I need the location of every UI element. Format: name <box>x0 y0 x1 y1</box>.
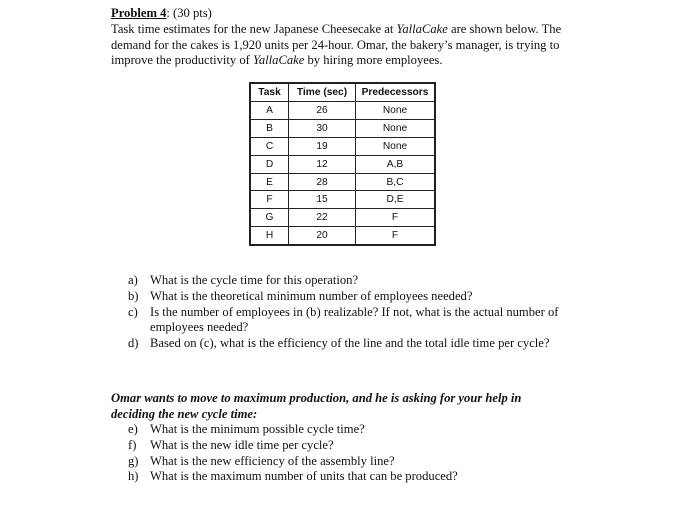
task-cell: A <box>251 102 289 120</box>
task-cell: F <box>251 191 289 209</box>
predecessors-cell: D,E <box>356 191 435 209</box>
question-text: Based on (c), what is the efficiency of the line and the total idle time per cycle? <box>150 336 550 351</box>
task-cell: H <box>251 227 289 245</box>
table-row <box>251 102 435 120</box>
intro-text-3: by hiring more employees. <box>304 53 443 68</box>
predecessors-cell: None <box>356 119 435 137</box>
question-item <box>128 273 578 289</box>
time-cell: 19 <box>289 137 356 155</box>
table-row <box>251 155 435 173</box>
predecessors-cell: A,B <box>356 155 435 173</box>
company-name-2: YallaCake <box>253 53 305 68</box>
task-cell: D <box>251 155 289 173</box>
header-predecessors: Predecessors <box>356 84 435 102</box>
predecessors-cell: None <box>356 102 435 120</box>
question-text: What is the theoretical minimum number of employees needed? <box>150 288 473 303</box>
time-cell: 30 <box>289 119 356 137</box>
predecessors-cell: B,C <box>356 173 435 191</box>
task-cell: C <box>251 137 289 155</box>
table-row <box>251 191 435 209</box>
question-text: What is the minimum possible cycle time? <box>150 422 365 436</box>
task-cell: G <box>251 209 289 227</box>
question-list-1 <box>128 273 578 352</box>
question-item <box>128 469 548 485</box>
question-text: What is the new efficiency of the assembly line? <box>150 453 395 468</box>
predecessors-cell: F <box>356 209 435 227</box>
table-row <box>251 173 435 191</box>
question-list-2 <box>128 422 548 485</box>
company-name: YallaCake <box>396 21 448 36</box>
question-text: What is the new idle time per cycle? <box>150 437 334 452</box>
question-label: h) <box>128 469 139 484</box>
time-cell: 22 <box>289 209 356 227</box>
question-item <box>128 289 578 305</box>
problem-points: : (30 pts) <box>166 6 212 20</box>
time-cell: 15 <box>289 191 356 209</box>
time-cell: 28 <box>289 173 356 191</box>
header-task: Task <box>251 84 289 102</box>
table-row <box>251 209 435 227</box>
predecessors-cell: None <box>356 137 435 155</box>
question-item <box>128 336 578 352</box>
question-item <box>128 438 548 454</box>
task-time-table <box>250 83 435 245</box>
time-cell: 12 <box>289 155 356 173</box>
question-label: g) <box>128 453 139 468</box>
question-label: b) <box>128 288 139 303</box>
question-label: f) <box>128 437 137 452</box>
table-row <box>251 227 435 245</box>
question-label: d) <box>128 336 139 351</box>
problem-title: Problem 4 <box>111 6 167 20</box>
question-item <box>128 305 578 337</box>
question-text: What is the cycle time for this operation? <box>150 273 359 287</box>
time-cell: 26 <box>289 102 356 120</box>
question-label: e) <box>128 422 138 436</box>
intro-text-2: are shown below. The demand for the cakes is 1,920 units per 24-hour. Omar, the bakery’s manager, is trying to improve the productivity of <box>111 21 562 68</box>
question-item <box>128 422 548 438</box>
question-text: Is the number of employees in (b) realizable? If not, what is the actual number of employees needed? <box>150 304 559 335</box>
intro-text-1: Task time estimates for the new Japanese Cheesecake at <box>111 21 397 36</box>
question-text: What is the maximum number of units that can be produced? <box>150 469 458 484</box>
task-cell: B <box>251 119 289 137</box>
header-time: Time (sec) <box>289 84 356 102</box>
problem-intro <box>111 6 581 69</box>
table-header-row <box>251 84 435 102</box>
question-item <box>128 454 548 470</box>
task-cell: E <box>251 173 289 191</box>
time-cell: 20 <box>289 227 356 245</box>
help-request-text: Omar wants to move to maximum production, and he is asking for your help in deciding the new cycle time: <box>111 391 522 421</box>
table-row <box>251 119 435 137</box>
question-label: a) <box>128 273 138 287</box>
table-row <box>251 137 435 155</box>
question-label: c) <box>128 304 138 319</box>
predecessors-cell: F <box>356 227 435 245</box>
